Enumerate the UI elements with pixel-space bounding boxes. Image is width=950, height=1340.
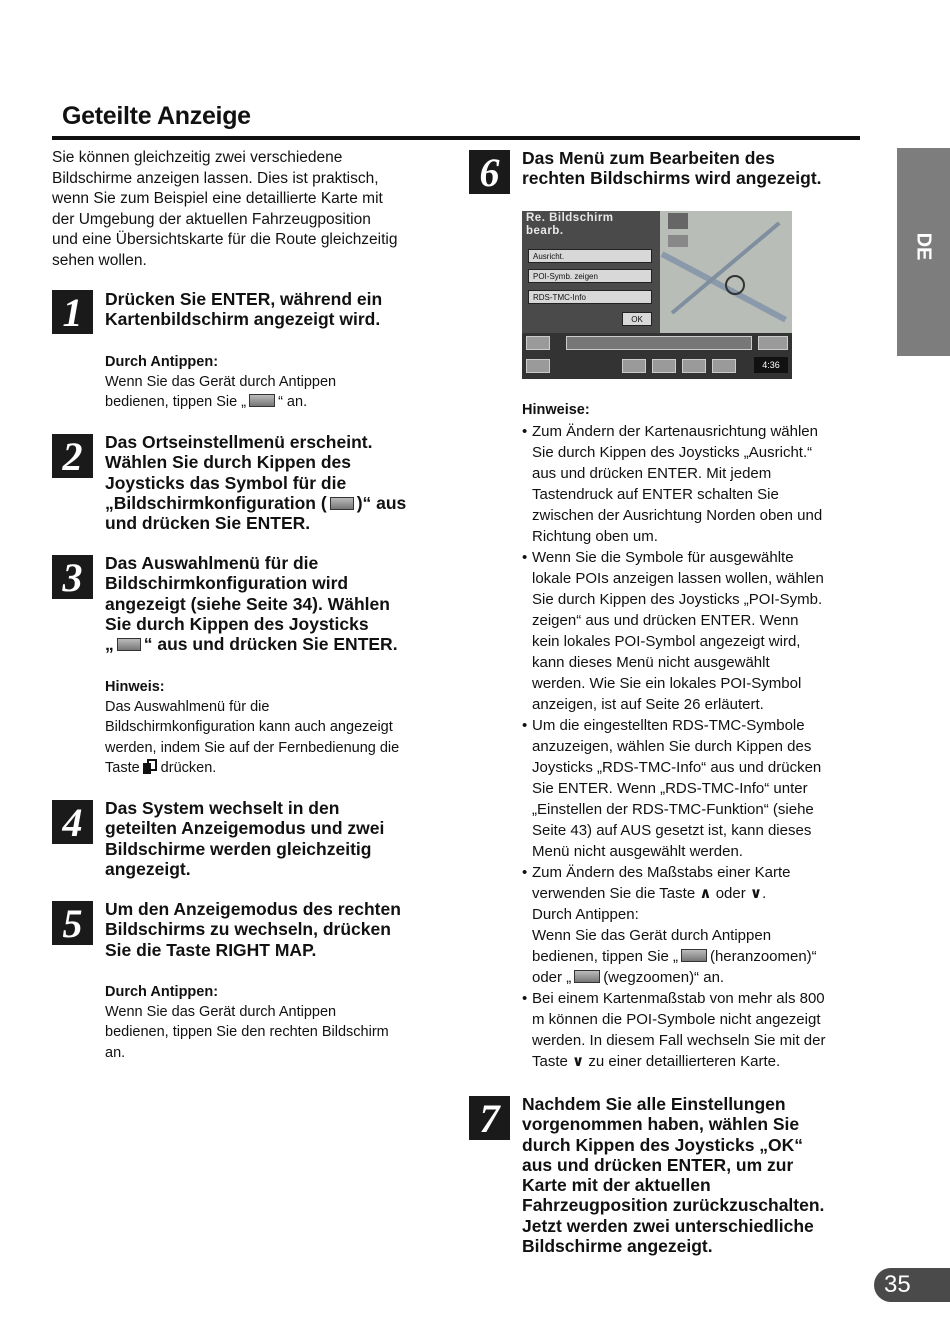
sub-line: Bildschirmkonfiguration kann auch angezeigt: [105, 719, 393, 736]
map-road: [661, 251, 787, 322]
zoom-out-key-icon: ∨: [749, 885, 763, 902]
menu-title-line: bearb.: [526, 225, 564, 237]
menu-button-rds[interactable]: RDS-TMC-Info: [528, 290, 652, 304]
step-line: Bildschirmkonfiguration wird: [105, 573, 349, 594]
note-line: anzuzeigen, wählen Sie durch Kippen des: [532, 738, 812, 755]
note-line: werden. Wie Sie ein lokales POI-Symbol: [532, 675, 802, 692]
vehicle-position-icon: [725, 275, 745, 295]
step-line: Um den Anzeigemodus des rechten: [105, 899, 401, 919]
note-part: (wegzoomen)“ an.: [603, 969, 725, 986]
notes-section: [522, 400, 862, 1072]
step-number-3: 3: [52, 555, 93, 599]
sub-line-part: Taste: [105, 760, 140, 777]
sub-line: [105, 758, 450, 778]
step-line: Das Auswahlmenü für die: [105, 553, 319, 573]
step-2-text: [105, 432, 450, 533]
page-number: 35: [874, 1268, 950, 1302]
intro-line: sehen wollen.: [52, 251, 147, 269]
step-line: angezeigt.: [105, 858, 191, 879]
step-5-sub-head: Durch Antippen:: [105, 984, 219, 1000]
note-item: [522, 715, 862, 862]
view-icon[interactable]: [526, 336, 550, 350]
step-line: Das Ortseinstellmenü erscheint.: [105, 432, 373, 452]
step-line: Sie durch Kippen des Joysticks: [105, 613, 369, 634]
note-line: Tastendruck auf ENTER schalten Sie: [532, 486, 779, 503]
sub-line: bedienen, tippen Sie den rechten Bildschirm: [105, 1024, 389, 1041]
intro-line: und eine Übersichtskarte für die Route gleichzeitig: [52, 231, 398, 248]
step-line-part: „: [105, 634, 114, 655]
step-line: und drücken Sie ENTER.: [105, 513, 311, 534]
step-line: angezeigt (siehe Seite 34). Wählen: [105, 593, 390, 614]
street-name-bar: [566, 336, 752, 350]
note-part: Taste: [532, 1053, 568, 1070]
step-line: [105, 493, 450, 513]
note-part: (heranzoomen)“: [709, 948, 817, 965]
note-item: [522, 862, 862, 988]
note-line: • Wenn Sie die Symbole für ausgewählte: [532, 549, 794, 566]
step-line: aus und drücken ENTER, um zur: [522, 1154, 794, 1175]
note-part: verwenden Sie die Taste: [532, 885, 696, 902]
note-line: zwischen der Ausrichtung Norden oben und: [532, 507, 823, 524]
intro-line: Bildschirme anzeigen lassen. Dies ist praktisch,: [52, 169, 379, 187]
step-3-sub-head: Hinweis:: [105, 679, 165, 695]
step-number-7: 7: [469, 1096, 510, 1140]
note-line: „Einstellen der RDS-TMC-Funktion“ (siehe: [532, 801, 814, 818]
sub-line-part: “ an.: [278, 394, 308, 411]
sub-line: Das Auswahlmenü für die: [105, 699, 270, 715]
back-icon[interactable]: [526, 359, 550, 373]
sub-line: Wenn Sie das Gerät durch Antippen: [105, 374, 337, 390]
step-line: geteilten Anzeigemodus und zwei: [105, 818, 385, 839]
step-line: vorgenommen haben, wählen Sie: [522, 1114, 800, 1135]
note-line: zeigen“ aus und drücken ENTER. Wenn: [532, 612, 799, 629]
note-line: Joysticks „RDS-TMC-Info“ aus und drücken: [532, 759, 822, 776]
note-line: Menü nicht ausgewählt werden.: [532, 843, 743, 860]
step-line-part: )“ aus: [356, 492, 407, 513]
menu-screen-icon: [249, 394, 275, 407]
step-line: Karte mit der aktuellen: [522, 1175, 711, 1196]
zoom-icon[interactable]: [758, 336, 788, 350]
language-tab-label: DE: [912, 232, 935, 261]
step-line: Bildschirme werden gleichzeitig: [105, 838, 372, 859]
menu-button-poi[interactable]: POI-Symb. zeigen: [528, 269, 652, 283]
sub-line: Wenn Sie das Gerät durch Antippen: [105, 1004, 337, 1020]
intro-line: der Umgebung der aktuellen Fahrzeugposition: [52, 210, 371, 228]
note-line: kein lokales POI-Symbol angezeigt wird,: [532, 633, 801, 650]
step-5-sub-body: [105, 1002, 450, 1063]
note-line: Seite 43) auf AUS gesetzt ist, kann dieses: [532, 822, 812, 839]
zoom-out-icon: [574, 970, 600, 983]
step-line: Kartenbildschirm angezeigt wird.: [105, 309, 381, 330]
step-1-text: [105, 289, 450, 330]
sub-line: werden, indem Sie auf der Fernbedienung die: [105, 739, 400, 756]
step-line: Joysticks das Symbol für die: [105, 472, 347, 493]
note-part: bedienen, tippen Sie „: [532, 948, 678, 965]
step-line-part: „Bildschirmkonfiguration (: [105, 492, 327, 513]
clock-display: 4:36: [754, 357, 788, 373]
note-part: oder: [715, 885, 746, 902]
tool-icon[interactable]: [652, 359, 676, 373]
intro-paragraph: [52, 148, 447, 271]
step-line: Bildschirme angezeigt.: [522, 1236, 713, 1257]
note-line: • Bei einem Kartenmaßstab von mehr als 800: [532, 990, 825, 1007]
sub-line-part: bedienen, tippen Sie „: [105, 394, 247, 411]
note-part: oder „: [532, 969, 572, 986]
step-line: Jetzt werden zwei unterschiedliche: [522, 1215, 814, 1236]
sub-line-part: drücken.: [160, 760, 217, 777]
step-3-sub-body: [105, 697, 450, 779]
title-rule: [52, 136, 860, 140]
page-title: Geteilte Anzeige: [62, 102, 251, 130]
note-line: • Zum Ändern der Kartenausrichtung wählen: [532, 423, 818, 440]
step-number-2: 2: [52, 434, 93, 478]
note-line: verwenden Sie die Taste ∧ oder ∨.: [532, 885, 767, 902]
step-line: durch Kippen des Joysticks „OK“: [522, 1134, 804, 1155]
step-6-text: [522, 148, 867, 189]
step-line: Wählen Sie durch Kippen des: [105, 452, 352, 473]
note-line: [532, 967, 862, 988]
edit-menu-panel: [522, 211, 660, 333]
note-item: [522, 988, 862, 1072]
note-part: zu einer detaillierteren Karte.: [588, 1053, 781, 1070]
step-line: Fahrzeugposition zurückzuschalten.: [522, 1195, 825, 1216]
step-number-6: 6: [469, 150, 510, 194]
scale-icon: [668, 235, 688, 247]
sub-line: an.: [105, 1044, 126, 1061]
step-line: Sie die Taste RIGHT MAP.: [105, 939, 317, 960]
notes-list: [522, 421, 862, 1072]
note-line: [532, 1051, 862, 1072]
ok-button[interactable]: OK: [622, 312, 652, 326]
zoom-in-icon: [681, 949, 707, 962]
menu-title-line: Re. Bildschirm: [526, 212, 614, 224]
note-line: anzeigen, ist auf Seite 26 erläutert.: [532, 696, 764, 713]
step-5-text: [105, 899, 450, 960]
menu-button-ausricht[interactable]: Ausricht.: [528, 249, 652, 263]
step-line: Das Menü zum Bearbeiten des: [522, 148, 775, 168]
note-item: [522, 547, 862, 715]
compass-icon: [668, 213, 688, 229]
note-item: [522, 421, 862, 547]
note-line: m können die POI-Symbole nicht angezeigt: [532, 1011, 821, 1028]
note-line: Durch Antippen:: [532, 906, 639, 923]
step-line: [105, 634, 450, 654]
step-number-1: 1: [52, 290, 93, 334]
screen-config-icon: [330, 497, 354, 510]
note-line: aus und drücken ENTER. Mit jedem: [532, 465, 772, 482]
step-1-sub-head: Durch Antippen:: [105, 354, 219, 370]
step-line: Bildschirms zu wechseln, drücken: [105, 919, 391, 940]
step-number-5: 5: [52, 901, 93, 945]
note-line: kann dieses Menü nicht ausgewählt: [532, 654, 770, 671]
split-key-icon: [143, 759, 158, 774]
note-line: • Zum Ändern des Maßstabs einer Karte: [532, 864, 791, 881]
note-line: [532, 946, 862, 967]
tool-icon[interactable]: [712, 359, 736, 373]
step-line: Drücken Sie ENTER, während ein: [105, 289, 383, 309]
note-line: Sie durch Kippen des Joysticks „POI-Symb.: [532, 591, 823, 608]
tool-icon[interactable]: [682, 359, 706, 373]
navigation-screen-image: [522, 211, 792, 379]
step-7-text: [522, 1094, 867, 1256]
zoom-in-key-icon: ∧: [699, 885, 712, 902]
note-line: Richtung oben um.: [532, 528, 658, 545]
split-screen-icon: [117, 638, 141, 651]
note-line: Sie durch Kippen des Joysticks „Ausricht.“: [532, 444, 813, 461]
note-line: • Um die eingestellten RDS-TMC-Symbole: [532, 717, 805, 734]
step-3-text: [105, 553, 450, 654]
step-number-4: 4: [52, 800, 93, 844]
sub-line: [105, 392, 450, 412]
intro-line: wenn Sie zum Beispiel eine detaillierte Karte mit: [52, 190, 383, 207]
step-line: Nachdem Sie alle Einstellungen: [522, 1094, 786, 1114]
step-4-text: [105, 798, 450, 879]
step-line-part: “ aus und drücken Sie ENTER.: [143, 634, 398, 655]
step-line: Das System wechselt in den: [105, 798, 340, 818]
note-line: Wenn Sie das Gerät durch Antippen: [532, 927, 772, 944]
step-line: rechten Bildschirms wird angezeigt.: [522, 168, 822, 189]
tool-icon[interactable]: [622, 359, 646, 373]
note-line: Sie ENTER. Wenn „RDS-TMC-Info“ unter: [532, 780, 808, 797]
zoom-out-key-icon: ∨: [572, 1053, 585, 1070]
step-1-sub-body: [105, 372, 450, 413]
menu-title: [526, 212, 656, 238]
intro-line: Sie können gleichzeitig zwei verschiedene: [52, 149, 343, 166]
notes-head: Hinweise:: [522, 402, 590, 418]
note-line: werden. In diesem Fall wechseln Sie mit der: [532, 1032, 826, 1049]
note-line: lokale POIs anzeigen lassen wollen, wählen: [532, 570, 824, 587]
